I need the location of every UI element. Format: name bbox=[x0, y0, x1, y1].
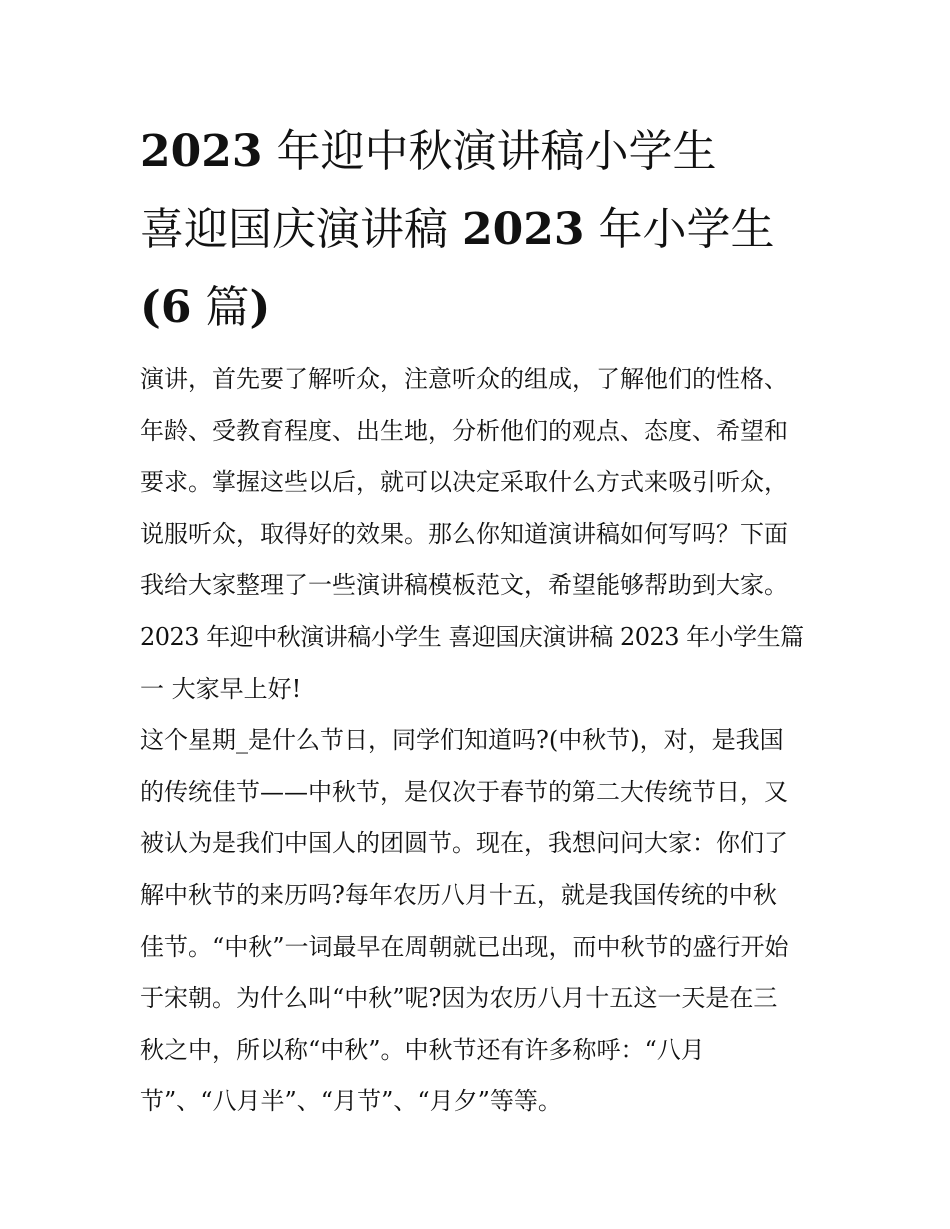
body-line: 被认为是我们中国人的团圆节。现在，我想问问大家：你们了 bbox=[140, 829, 788, 858]
body-line: 年龄、受教育程度、出生地，分析他们的观点、态度、希望和 bbox=[140, 416, 788, 445]
document-body bbox=[140, 357, 820, 1131]
body-line: 演讲，首先要了解听众，注意听众的组成，了解他们的性格、 bbox=[140, 365, 788, 393]
title-line-1: 2023 年迎中秋演讲稿小学生 bbox=[140, 126, 717, 177]
body-line: 秋之中，所以称“中秋”。中秋节还有许多称呼：“八月 bbox=[140, 1035, 705, 1064]
body-line: 我给大家整理了一些演讲稿模板范文，希望能够帮助到大家。 bbox=[140, 571, 788, 600]
body-line: 要求。掌握这些以后，就可以决定采取什么方式来吸引听众， bbox=[140, 468, 788, 497]
body-line: 这个星期_是什么节日，同学们知道吗?(中秋节)，对，是我国 bbox=[140, 726, 784, 755]
body-line: 一 大家早上好! bbox=[140, 674, 302, 703]
body-line: 节”、“八月半”、“月节”、“月夕”等等。 bbox=[140, 1087, 562, 1116]
body-line: 于宋朝。为什么叫“中秋”呢?因为农历八月十五这一天是在三 bbox=[140, 984, 778, 1013]
body-line: 2023 年迎中秋演讲稿小学生 喜迎国庆演讲稿 2023 年小学生篇 bbox=[140, 622, 804, 651]
title-line-2: 喜迎国庆演讲稿 2023 年小学生 bbox=[140, 204, 775, 255]
body-line: 佳节。“中秋”一词最早在周朝就已出现，而中秋节的盛行开始 bbox=[140, 932, 789, 961]
body-line: 解中秋节的来历吗?每年农历八月十五，就是我国传统的中秋 bbox=[140, 880, 777, 909]
title-line-3: (6 篇) bbox=[140, 282, 271, 333]
body-line: 说服听众，取得好的效果。那么你知道演讲稿如何写吗？下面 bbox=[140, 519, 788, 548]
document-title bbox=[140, 113, 830, 347]
body-line: 的传统佳节——中秋节，是仅次于春节的第二大传统节日，又 bbox=[140, 777, 788, 806]
